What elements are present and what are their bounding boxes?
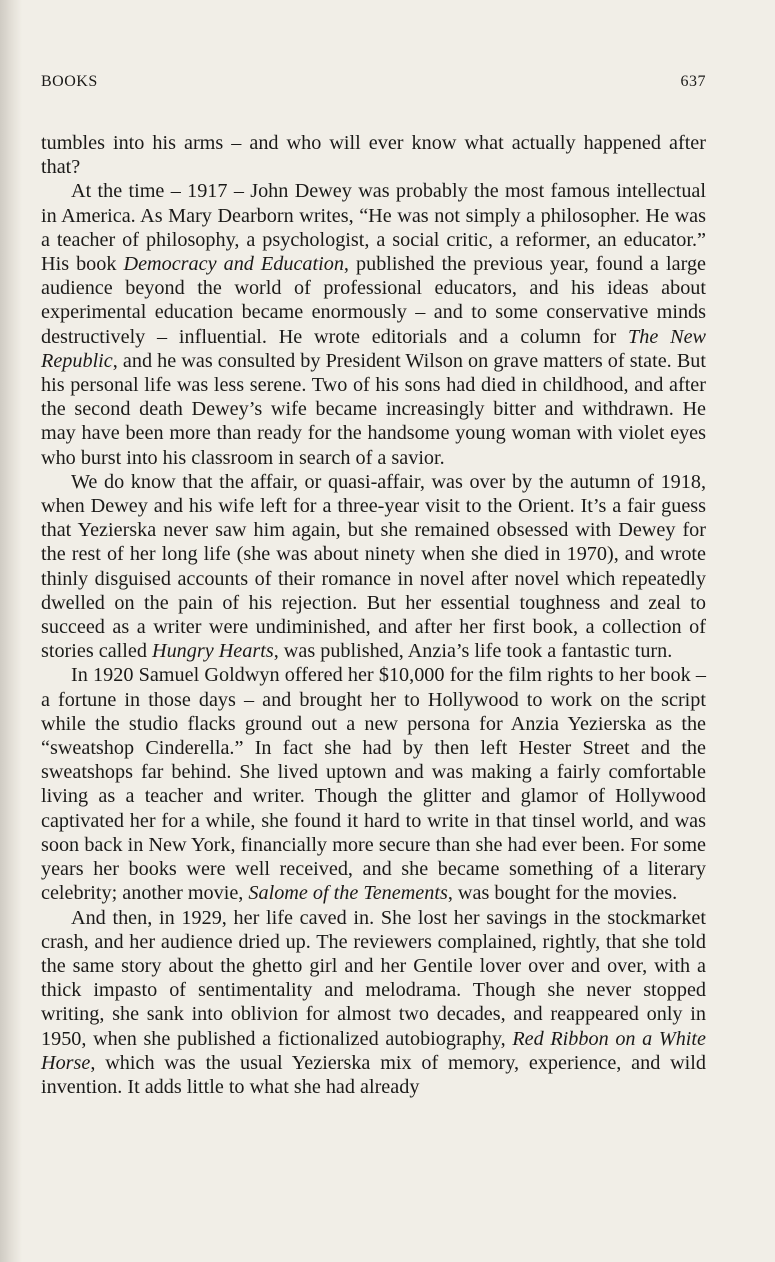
page-number: 637	[680, 73, 706, 90]
paragraph-text: , was published, Anzia’s life took a fantastic turn.	[273, 640, 673, 663]
italic-title: Hungry Hearts	[152, 640, 274, 663]
page-gutter-shadow	[0, 0, 22, 1262]
paragraph-text: , published the previous year, found a large audience beyond the world of professional educators, and his ideas about experimental education became enormously – and to some conservative minds destructively – influential. He wrote editorials and a column for	[41, 253, 706, 348]
paragraph-text: , and he was consulted by President Wilson on grave matters of state. But his personal life was less serene. Two of his sons had died in childhood, and after the second death Dewey’s wife became increasingly bitter and withdrawn. He may have been more than ready for the handsome young woman with violet eyes who burst into his classroom in search of a savior.	[41, 349, 706, 469]
paragraph-text: We do know that the affair, or quasi-affair, was over by the autumn of 1918, when Dewey and his wife left for a three-year visit to the Orient. It’s a fair guess that Yezierska never saw him again, but she remained obsessed with Dewey for the rest of her long life (she was about ninety when she died in 1970), and wrote thinly disguised accounts of their romance in novel after novel which repeatedly dwelled on the pain of his rejection. But her essential toughness and zeal to succeed as a writer were undiminished, and after her first book, a collection of stories called	[41, 470, 706, 663]
paragraph	[41, 906, 706, 1100]
paragraph-text: At the time – 1917 – John Dewey was probably the most famous intellectual in America. As Mary Dearborn writes, “He was not simply a philosopher. He was a teacher of philosophy, a psychologist, a social critic, a reformer, an educator.” His book	[41, 180, 706, 276]
section-title: BOOKS	[41, 73, 98, 90]
paragraph	[41, 179, 706, 469]
italic-title: Democracy and Education	[123, 253, 344, 276]
article-body	[41, 131, 706, 1099]
italic-title: Red Ribbon on a White Horse	[41, 1027, 706, 1074]
paragraph-text: , was bought for the movies.	[447, 882, 678, 905]
paragraph	[41, 663, 706, 905]
paragraph	[41, 470, 706, 664]
italic-title: Salome of the Tenements	[248, 882, 448, 905]
italic-title: The New Republic	[41, 325, 707, 372]
paragraph-text: tumbles into his arms – and who will ever know what actually happened after that?	[41, 132, 706, 179]
paragraph-text: In 1920 Samuel Goldwyn offered her $10,000 for the film rights to her book – a fortune in those days – and brought her to Hollywood to work on the script while the studio flacks ground out a new persona for Anzia Yezierska as the “sweatshop Cinderella.” In fact she had by then left Hester Street and the sweatshops far behind. She lived uptown and was making a fairly comfortable living as a teacher and writer. Though the glitter and glamor of Hollywood captivated her for a while, she found it hard to write in that tinsel world, and was soon back in New York, financially more secure than she had ever been. For some years her books were well received, and she became something of a literary celebrity; another movie,	[41, 664, 706, 905]
paragraph	[41, 131, 706, 179]
paragraph-text: , which was the usual Yezierska mix of memory, experience, and wild invention. It adds little to what she had already	[41, 1051, 706, 1098]
paragraph-text: And then, in 1929, her life caved in. She lost her savings in the stockmarket crash, and her audience dried up. The reviewers complained, rightly, that she told the same story about the ghetto girl and her Gentile lover over and over, with a thick impasto of sentimentality and melodrama. Though she never stopped writing, she sank into oblivion for almost two decades, and reappeared only in 1950, when she published a fictionalized autobiography,	[41, 906, 706, 1050]
